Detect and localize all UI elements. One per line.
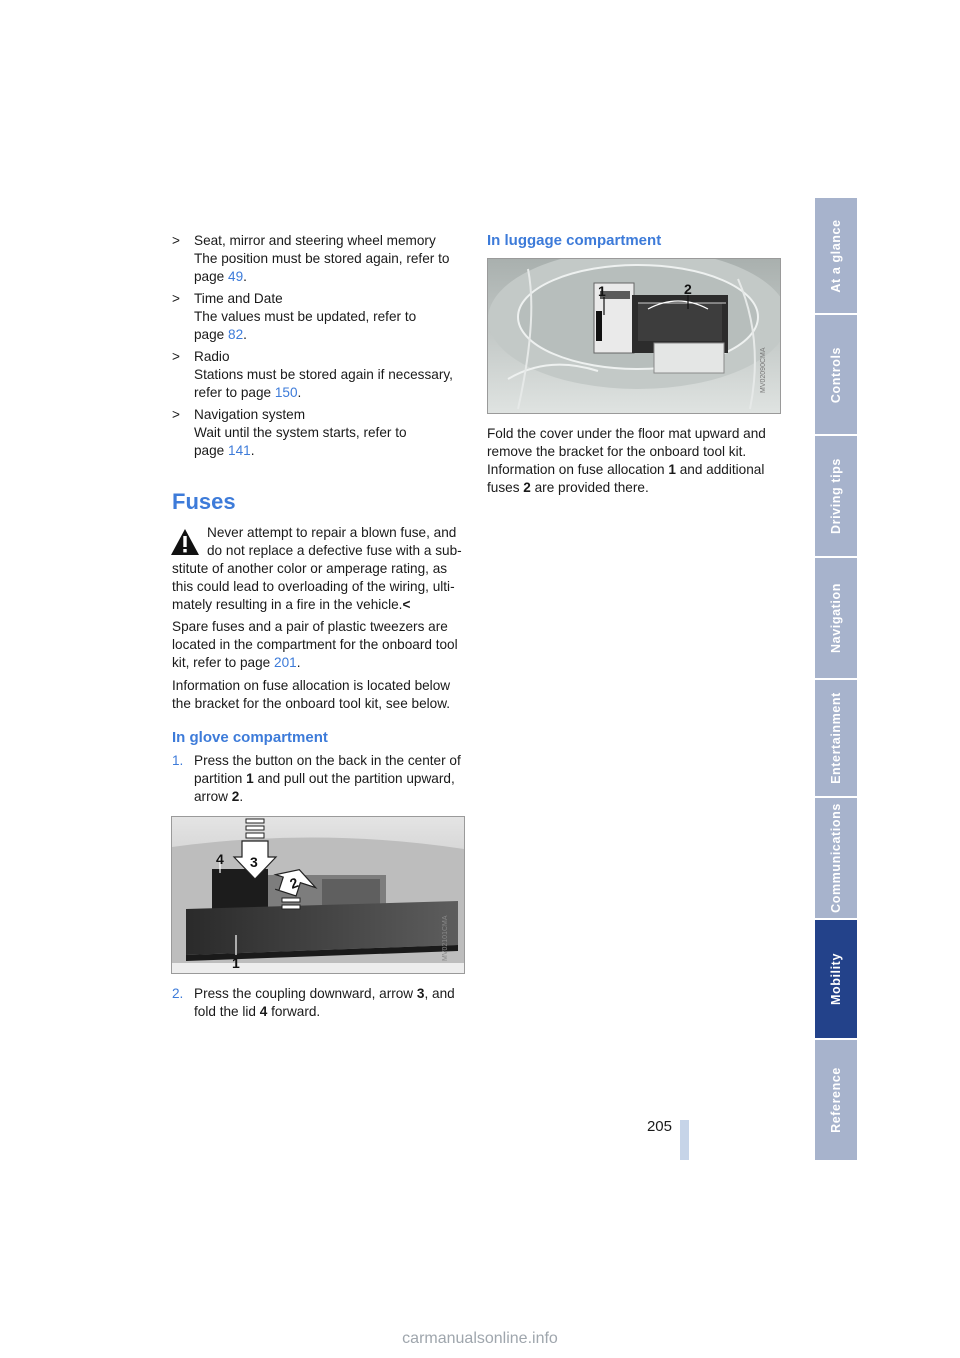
glove-compartment-image (171, 816, 465, 974)
step-text: partition (194, 771, 247, 786)
tab-label: Entertainment (829, 692, 843, 784)
page-link[interactable]: 49 (228, 269, 244, 284)
step-text: fold the lid (194, 1004, 260, 1019)
list-item-title: Navigation system (194, 407, 306, 422)
subheading-glove: In glove compartment (172, 729, 328, 746)
tab-label: At a glance (829, 218, 843, 293)
step-text: Press the button on the back in the center of (194, 753, 461, 768)
image-label: 2 (287, 874, 301, 892)
page-link[interactable]: 150 (274, 385, 298, 400)
page-link[interactable]: 82 (228, 327, 244, 342)
list-item-text: refer to page (194, 385, 275, 400)
luggage-text: Fold the cover under the floor mat upward and (487, 426, 766, 441)
step-text: , and (424, 986, 455, 1001)
section-heading-fuses: Fuses (172, 489, 236, 514)
page-number: 205 (646, 1118, 672, 1135)
list-item-text: page (194, 443, 229, 458)
ref-number: 2 (231, 789, 240, 804)
tab-label: Mobility (829, 952, 843, 1006)
luggage-compartment-image (487, 258, 781, 414)
end-mark: < (402, 597, 411, 612)
luggage-text: Information on fuse allocation (487, 462, 669, 477)
tab-entertainment[interactable] (815, 680, 857, 796)
luggage-text: are provided there. (530, 480, 649, 495)
warning-line: do not replace a defective fuse with a sub- (207, 543, 462, 558)
tab-at-a-glance[interactable] (815, 198, 857, 313)
tab-controls[interactable] (815, 315, 857, 434)
list-item-title: Time and Date (194, 291, 283, 306)
tab-label: Communications (829, 803, 843, 913)
ref-number: 1 (668, 462, 676, 477)
list-marker: > (172, 233, 180, 248)
step-text: Press the coupling downward, arrow (194, 986, 417, 1001)
list-item-title: Seat, mirror and steering wheel memory (194, 233, 436, 248)
image-code: MV02101CMA (442, 915, 449, 961)
spare-fuses-line: Spare fuses and a pair of plastic tweezers are (172, 619, 448, 634)
image-label: 1 (598, 283, 606, 299)
punct: . (243, 269, 247, 284)
list-item-title: Radio (194, 349, 230, 364)
list-item-text: page (194, 327, 229, 342)
list-marker: > (172, 291, 180, 306)
step-number: 1. (172, 753, 184, 768)
tab-navigation[interactable] (815, 558, 857, 678)
tab-label: Reference (829, 1067, 843, 1133)
tab-driving-tips[interactable] (815, 436, 857, 556)
punct: . (297, 385, 302, 400)
step-text: . (239, 789, 244, 804)
list-item-text: The position must be stored again, refer to (194, 251, 450, 266)
image-label: 2 (684, 281, 692, 297)
step-text: and pull out the partition upward, (253, 771, 455, 786)
tab-label: Driving tips (829, 458, 843, 534)
spare-fuses-line: kit, refer to page (172, 655, 275, 670)
spare-fuses-line: located in the compartment for the onboard tool (172, 637, 458, 652)
image-label: 1 (232, 955, 240, 971)
page-number-bar (680, 1120, 689, 1160)
warning-icon (170, 528, 200, 556)
step-text: arrow (194, 789, 232, 804)
info-line: the bracket for the onboard tool kit, see below. (172, 696, 451, 711)
warning-line: this could lead to overloading of the wiring, ulti- (172, 579, 455, 594)
punct: . (243, 327, 247, 342)
warning-line: mately resulting in a fire in the vehicle. (172, 597, 403, 612)
list-item-text: Stations must be stored again if necessary, (194, 367, 453, 382)
luggage-text: fuses (487, 480, 524, 495)
list-marker: > (172, 349, 180, 364)
luggage-text: remove the bracket for the onboard tool kit. (487, 444, 747, 459)
info-line: Information on fuse allocation is located below (172, 678, 451, 693)
punct: . (296, 655, 301, 670)
list-item-text: The values must be updated, refer to (194, 309, 417, 324)
ref-number: 3 (416, 986, 425, 1001)
luggage-text: and additional (675, 462, 765, 477)
ref-number: 1 (246, 771, 254, 786)
warning-line: Never attempt to repair a blown fuse, and (207, 525, 457, 540)
list-marker: > (172, 407, 180, 422)
luggage-compartment-drawing (488, 259, 780, 413)
glove-compartment-drawing (172, 817, 464, 973)
image-code: MV02090CMA (760, 347, 767, 393)
tab-label: Controls (829, 346, 843, 403)
list-item-text: page (194, 269, 229, 284)
image-label: 3 (250, 854, 258, 870)
subheading-luggage: In luggage compartment (487, 232, 662, 249)
page-link[interactable]: 141 (228, 443, 251, 458)
image-label: 4 (216, 851, 224, 867)
tab-mobility[interactable] (815, 920, 857, 1038)
list-item-text: Wait until the system starts, refer to (194, 425, 407, 440)
tab-reference[interactable] (815, 1040, 857, 1160)
step-number: 2. (172, 986, 184, 1001)
step-text: forward. (267, 1004, 321, 1019)
warning-line: stitute of another color or amperage rating, as (172, 561, 448, 576)
punct: . (250, 443, 255, 458)
page-link[interactable]: 201 (274, 655, 297, 670)
tab-communications[interactable] (815, 798, 857, 918)
tab-label: Navigation (829, 583, 843, 653)
ref-number: 4 (259, 1004, 268, 1019)
ref-number: 2 (523, 480, 531, 495)
footer-watermark: carmanualsonline.info (402, 1330, 558, 1347)
